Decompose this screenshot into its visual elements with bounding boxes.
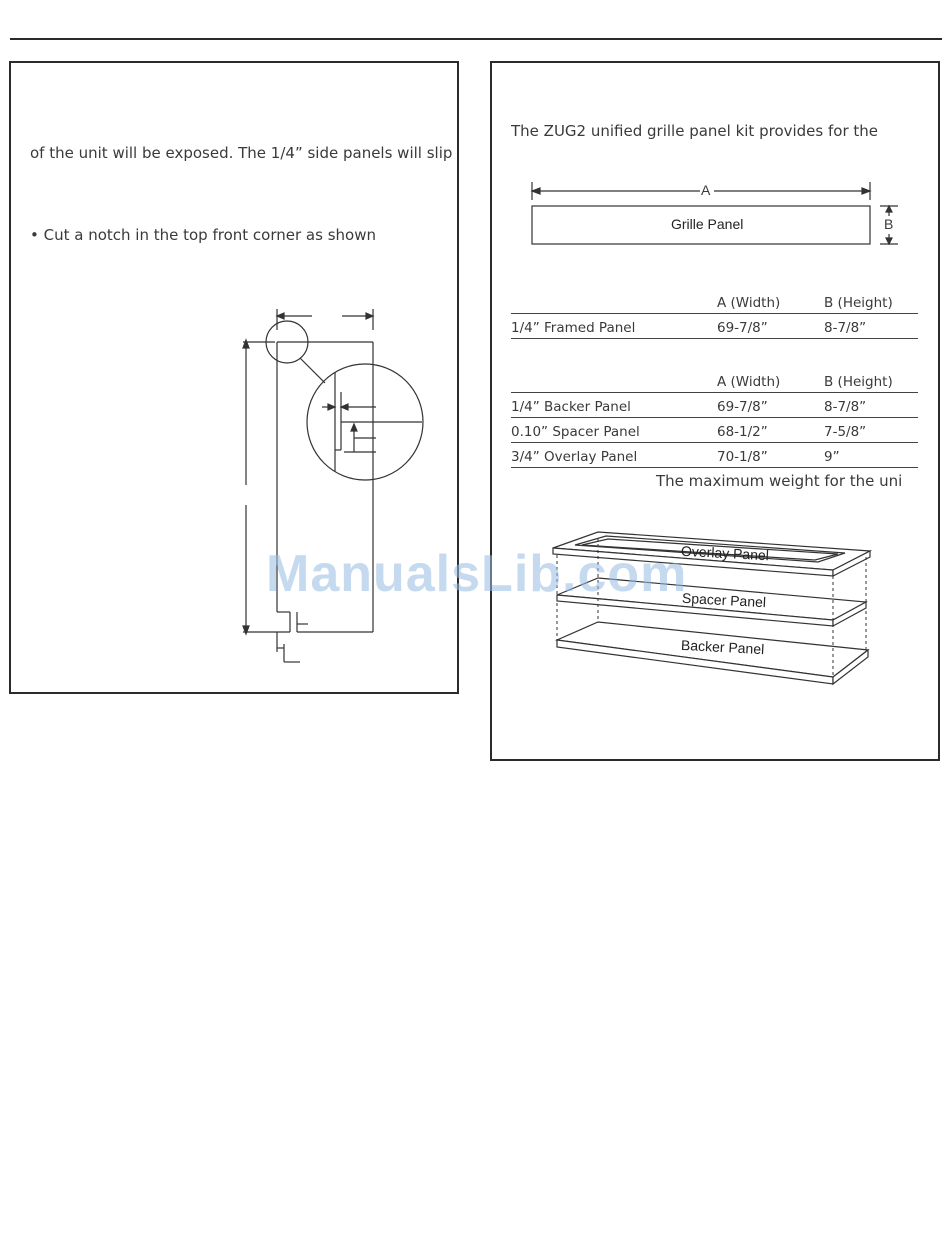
table-cell: 70-1/8” [717,443,824,468]
table-header-cell: A (Width) [717,368,824,393]
table-header-cell: B (Height) [824,368,918,393]
table-cell: 8-7/8” [824,314,918,339]
table-cell: 1/4” Framed Panel [511,314,717,339]
table-cell: 69-7/8” [717,314,824,339]
dimension-b-label: B [884,216,894,232]
table-header-cell: A (Width) [717,289,824,314]
table-cell: 68-1/2” [717,418,824,443]
table-cell: 3/4” Overlay Panel [511,443,717,468]
table-cell: 7-5/8” [824,418,918,443]
max-weight-text: The maximum weight for the uni [656,472,903,490]
table-cell: 9” [824,443,918,468]
table-cell: 1/4” Backer Panel [511,393,717,418]
table-cell: 8-7/8” [824,393,918,418]
table-cell: 0.10” Spacer Panel [511,418,717,443]
table-header-cell: B (Height) [824,289,918,314]
grille-panel-label: Grille Panel [671,216,744,232]
overlay-panel-label: Overlay Panel [680,542,770,564]
left-text-line: of the unit will be exposed. The 1/4” side panels will slip [30,144,453,162]
backer-panel-label: Backer Panel [680,636,765,658]
spacer-panel-label: Spacer Panel [681,589,767,611]
left-bullet-text: • Cut a notch in the top front corner as shown [30,226,376,244]
watermark: ManualsLib.com [266,545,688,603]
table-cell: 69-7/8” [717,393,824,418]
right-intro-text: The ZUG2 unified grille panel kit provides for the [511,122,879,140]
dimension-a-label: A [701,182,711,198]
